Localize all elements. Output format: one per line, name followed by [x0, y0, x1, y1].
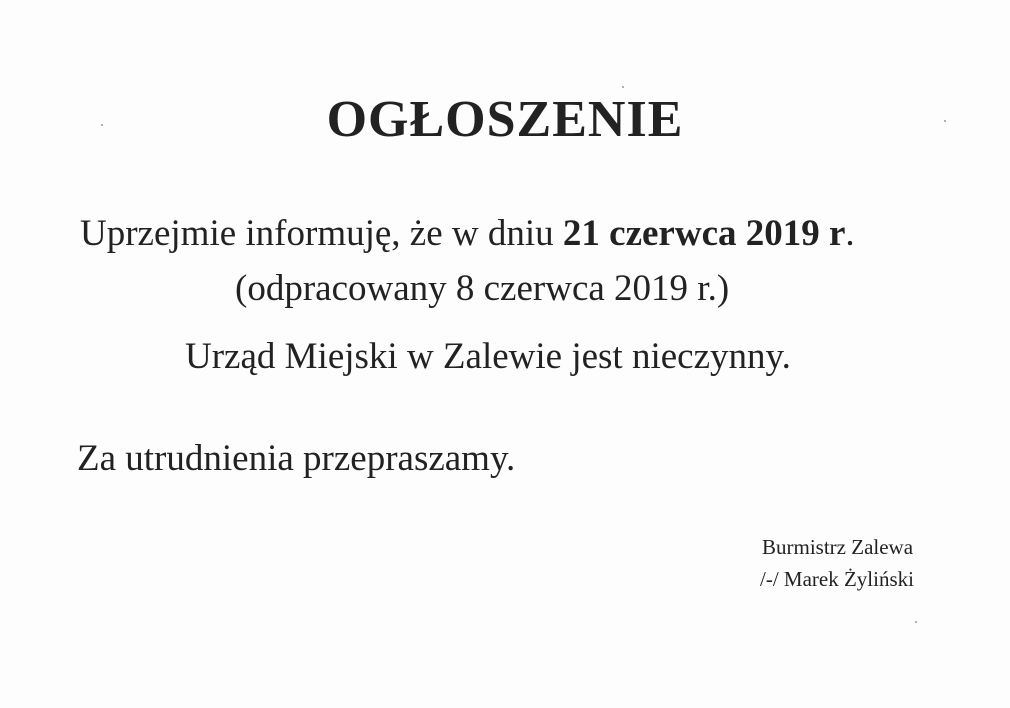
notice-title: OGŁOSZENIE: [326, 91, 684, 148]
scan-speck: [915, 621, 917, 623]
notice-line-info: [80, 212, 855, 256]
signature-role: Burmistrz Zalewa: [762, 535, 914, 559]
info-text: Uprzejmie informuję, że w dniu: [80, 213, 563, 254]
scan-speck: [101, 124, 103, 126]
closure-date: 21 czerwca 2019 r: [562, 213, 846, 254]
scan-speck: [944, 120, 946, 122]
notice-line-worked-off: (odpracowany 8 czerwca 2019 r.): [235, 268, 730, 309]
signature-name: /-/ Marek Żyliński: [760, 567, 914, 591]
notice-line-apology: Za utrudnienia przepraszamy.: [77, 438, 516, 479]
notice-line-office-closed: Urząd Miejski w Zalewie jest nieczynny.: [185, 336, 791, 377]
scan-speck: [622, 86, 624, 88]
info-text-end: .: [845, 213, 855, 254]
